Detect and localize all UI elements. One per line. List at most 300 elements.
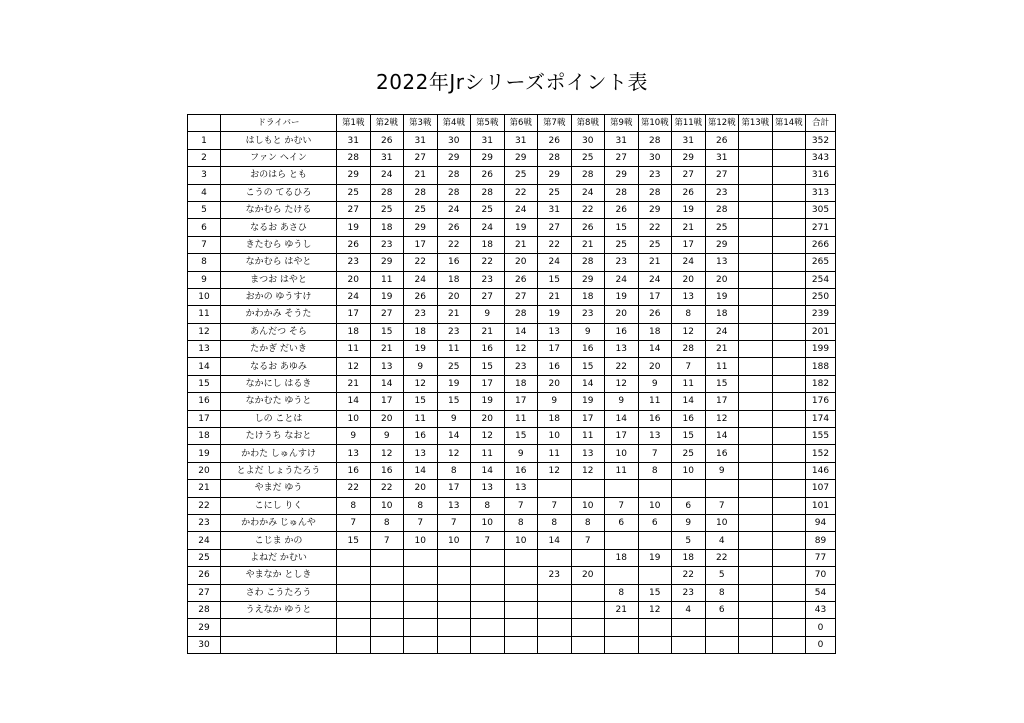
table-row — [188, 601, 836, 618]
total-points-cell: 250 — [806, 288, 836, 305]
race-points-cell: 28 — [571, 254, 605, 271]
race-points-cell: 19 — [605, 288, 639, 305]
race-points-cell — [739, 201, 773, 218]
race-points-cell: 22 — [404, 254, 438, 271]
race-points-cell — [571, 636, 605, 653]
total-points-cell: 89 — [806, 532, 836, 549]
driver-name-cell: なかむた ゆうと — [221, 393, 337, 410]
race-points-cell: 14 — [437, 428, 471, 445]
race-points-cell — [337, 584, 371, 601]
race-points-cell: 29 — [705, 236, 739, 253]
race-points-cell — [739, 532, 773, 549]
race-points-cell: 21 — [538, 288, 572, 305]
race-points-cell — [772, 236, 806, 253]
race-points-cell — [571, 619, 605, 636]
race-points-cell: 11 — [638, 393, 672, 410]
race-points-cell: 10 — [471, 514, 505, 531]
race-points-cell: 7 — [370, 532, 404, 549]
race-points-cell: 17 — [571, 410, 605, 427]
race-points-cell: 14 — [404, 462, 438, 479]
total-points-cell: 352 — [806, 132, 836, 149]
table-row — [188, 462, 836, 479]
race-points-cell — [337, 619, 371, 636]
race-points-cell: 29 — [605, 167, 639, 184]
total-points-cell: 0 — [806, 619, 836, 636]
total-points-cell: 305 — [806, 201, 836, 218]
race-points-cell: 11 — [471, 445, 505, 462]
header-race: 第9戦 — [605, 115, 639, 132]
race-points-cell — [772, 132, 806, 149]
header-race: 第5戦 — [471, 115, 505, 132]
table-row — [188, 549, 836, 566]
race-points-cell: 9 — [538, 393, 572, 410]
race-points-cell: 27 — [504, 288, 538, 305]
race-points-cell — [538, 636, 572, 653]
race-points-cell: 13 — [605, 341, 639, 358]
race-points-cell: 7 — [404, 514, 438, 531]
driver-name-cell: しの ことは — [221, 410, 337, 427]
total-points-cell: 265 — [806, 254, 836, 271]
race-points-cell: 29 — [538, 167, 572, 184]
race-points-cell: 12 — [337, 358, 371, 375]
rank-cell: 18 — [188, 428, 221, 445]
race-points-cell: 11 — [337, 341, 371, 358]
rank-cell: 8 — [188, 254, 221, 271]
race-points-cell: 16 — [504, 462, 538, 479]
race-points-cell: 25 — [638, 236, 672, 253]
race-points-cell: 28 — [638, 184, 672, 201]
race-points-cell: 26 — [404, 288, 438, 305]
race-points-cell — [437, 636, 471, 653]
race-points-cell: 23 — [672, 584, 706, 601]
race-points-cell: 22 — [504, 184, 538, 201]
race-points-cell: 31 — [705, 149, 739, 166]
rank-cell: 6 — [188, 219, 221, 236]
race-points-cell — [772, 288, 806, 305]
total-points-cell: 77 — [806, 549, 836, 566]
driver-name-cell: ファン ヘイン — [221, 149, 337, 166]
race-points-cell — [739, 462, 773, 479]
table-row — [188, 445, 836, 462]
race-points-cell — [370, 584, 404, 601]
rank-cell: 25 — [188, 549, 221, 566]
race-points-cell: 29 — [437, 149, 471, 166]
driver-name-cell: こじま かの — [221, 532, 337, 549]
race-points-cell: 14 — [638, 341, 672, 358]
race-points-cell: 16 — [471, 341, 505, 358]
race-points-cell: 10 — [705, 514, 739, 531]
race-points-cell — [538, 619, 572, 636]
rank-cell: 2 — [188, 149, 221, 166]
race-points-cell: 28 — [337, 149, 371, 166]
race-points-cell: 4 — [672, 601, 706, 618]
race-points-cell: 10 — [370, 497, 404, 514]
race-points-cell: 28 — [638, 132, 672, 149]
race-points-cell — [772, 358, 806, 375]
race-points-cell — [437, 549, 471, 566]
race-points-cell: 29 — [672, 149, 706, 166]
race-points-cell — [504, 549, 538, 566]
driver-name-cell: やまだ ゆう — [221, 480, 337, 497]
race-points-cell — [772, 306, 806, 323]
race-points-cell: 16 — [638, 410, 672, 427]
race-points-cell: 12 — [504, 341, 538, 358]
race-points-cell: 10 — [638, 497, 672, 514]
race-points-cell: 20 — [471, 410, 505, 427]
race-points-cell: 8 — [672, 306, 706, 323]
race-points-cell — [739, 636, 773, 653]
total-points-cell: 201 — [806, 323, 836, 340]
race-points-cell — [739, 219, 773, 236]
race-points-cell: 12 — [370, 445, 404, 462]
race-points-cell: 24 — [337, 288, 371, 305]
driver-name-cell: こうの てるひろ — [221, 184, 337, 201]
race-points-cell: 12 — [638, 601, 672, 618]
table-row — [188, 184, 836, 201]
race-points-cell — [571, 480, 605, 497]
race-points-cell — [772, 410, 806, 427]
table-row — [188, 271, 836, 288]
rank-cell: 22 — [188, 497, 221, 514]
race-points-cell: 24 — [672, 254, 706, 271]
header-race: 第13戦 — [739, 115, 773, 132]
race-points-cell: 10 — [538, 428, 572, 445]
rank-cell: 21 — [188, 480, 221, 497]
rank-cell: 16 — [188, 393, 221, 410]
table-row — [188, 428, 836, 445]
rank-cell: 10 — [188, 288, 221, 305]
race-points-cell: 19 — [538, 306, 572, 323]
table-row — [188, 410, 836, 427]
driver-name-cell: なるお あゆみ — [221, 358, 337, 375]
race-points-cell: 7 — [638, 445, 672, 462]
race-points-cell: 9 — [437, 410, 471, 427]
race-points-cell — [337, 567, 371, 584]
race-points-cell: 11 — [504, 410, 538, 427]
race-points-cell: 11 — [605, 462, 639, 479]
race-points-cell: 11 — [370, 271, 404, 288]
table-row — [188, 619, 836, 636]
race-points-cell: 23 — [571, 306, 605, 323]
race-points-cell: 29 — [370, 254, 404, 271]
rank-cell: 24 — [188, 532, 221, 549]
race-points-cell — [772, 532, 806, 549]
race-points-cell: 28 — [605, 184, 639, 201]
race-points-cell: 16 — [571, 341, 605, 358]
race-points-cell: 7 — [571, 532, 605, 549]
race-points-cell: 25 — [337, 184, 371, 201]
table-row — [188, 393, 836, 410]
header-race: 第10戦 — [638, 115, 672, 132]
race-points-cell: 23 — [370, 236, 404, 253]
race-points-cell: 27 — [370, 306, 404, 323]
table-row — [188, 254, 836, 271]
race-points-cell: 13 — [705, 254, 739, 271]
race-points-cell: 20 — [672, 271, 706, 288]
race-points-cell: 26 — [672, 184, 706, 201]
race-points-cell — [772, 201, 806, 218]
race-points-cell: 31 — [504, 132, 538, 149]
race-points-cell: 17 — [404, 236, 438, 253]
race-points-cell: 29 — [404, 219, 438, 236]
race-points-cell: 24 — [370, 167, 404, 184]
race-points-cell: 18 — [404, 323, 438, 340]
table-row — [188, 288, 836, 305]
race-points-cell — [739, 132, 773, 149]
race-points-cell: 21 — [471, 323, 505, 340]
total-points-cell: 182 — [806, 375, 836, 392]
race-points-cell: 28 — [437, 184, 471, 201]
race-points-cell: 21 — [638, 254, 672, 271]
race-points-cell: 7 — [504, 497, 538, 514]
race-points-cell: 14 — [571, 375, 605, 392]
race-points-cell: 7 — [538, 497, 572, 514]
race-points-cell: 16 — [404, 428, 438, 445]
race-points-cell — [705, 636, 739, 653]
race-points-cell: 9 — [605, 393, 639, 410]
race-points-cell — [739, 619, 773, 636]
race-points-cell — [739, 549, 773, 566]
race-points-cell: 8 — [705, 584, 739, 601]
race-points-cell: 30 — [571, 132, 605, 149]
driver-name-cell: たけうち なおと — [221, 428, 337, 445]
rank-cell: 17 — [188, 410, 221, 427]
race-points-cell: 15 — [571, 358, 605, 375]
race-points-cell: 10 — [504, 532, 538, 549]
race-points-cell — [739, 480, 773, 497]
race-points-cell: 13 — [538, 323, 572, 340]
race-points-cell: 22 — [638, 219, 672, 236]
race-points-cell: 13 — [504, 480, 538, 497]
race-points-cell: 24 — [504, 201, 538, 218]
race-points-cell: 14 — [370, 375, 404, 392]
race-points-cell — [772, 184, 806, 201]
total-points-cell: 43 — [806, 601, 836, 618]
race-points-cell: 24 — [404, 271, 438, 288]
race-points-cell: 20 — [571, 567, 605, 584]
race-points-cell: 18 — [571, 288, 605, 305]
race-points-cell: 25 — [504, 167, 538, 184]
race-points-cell: 27 — [705, 167, 739, 184]
race-points-cell: 31 — [672, 132, 706, 149]
race-points-cell — [437, 601, 471, 618]
race-points-cell: 6 — [672, 497, 706, 514]
race-points-cell: 16 — [605, 323, 639, 340]
rank-cell: 3 — [188, 167, 221, 184]
race-points-cell — [739, 167, 773, 184]
rank-cell: 5 — [188, 201, 221, 218]
race-points-cell: 16 — [370, 462, 404, 479]
race-points-cell — [672, 480, 706, 497]
total-points-cell: 188 — [806, 358, 836, 375]
driver-name-cell: なかにし はるき — [221, 375, 337, 392]
race-points-cell: 8 — [538, 514, 572, 531]
driver-name-cell: とよだ しょうたろう — [221, 462, 337, 479]
race-points-cell: 25 — [471, 201, 505, 218]
race-points-cell: 18 — [538, 410, 572, 427]
table-row — [188, 132, 836, 149]
race-points-cell — [739, 341, 773, 358]
race-points-cell: 14 — [538, 532, 572, 549]
race-points-cell — [504, 584, 538, 601]
race-points-cell: 8 — [504, 514, 538, 531]
race-points-cell: 27 — [337, 201, 371, 218]
race-points-cell — [404, 601, 438, 618]
race-points-cell: 27 — [471, 288, 505, 305]
race-points-cell — [605, 619, 639, 636]
race-points-cell: 19 — [471, 393, 505, 410]
race-points-cell: 9 — [672, 514, 706, 531]
race-points-cell: 9 — [638, 375, 672, 392]
race-points-cell — [370, 636, 404, 653]
race-points-cell: 25 — [437, 358, 471, 375]
race-points-cell — [772, 636, 806, 653]
race-points-cell: 28 — [504, 306, 538, 323]
header-race: 第3戦 — [404, 115, 438, 132]
race-points-cell: 28 — [370, 184, 404, 201]
total-points-cell: 343 — [806, 149, 836, 166]
race-points-cell: 26 — [571, 219, 605, 236]
race-points-cell: 17 — [504, 393, 538, 410]
table-row — [188, 532, 836, 549]
race-points-cell — [370, 601, 404, 618]
race-points-cell: 23 — [638, 167, 672, 184]
race-points-cell: 19 — [404, 341, 438, 358]
race-points-cell: 24 — [638, 271, 672, 288]
race-points-cell: 20 — [605, 306, 639, 323]
race-points-cell — [404, 636, 438, 653]
race-points-cell — [471, 619, 505, 636]
race-points-cell — [705, 619, 739, 636]
race-points-cell: 31 — [471, 132, 505, 149]
race-points-cell — [370, 619, 404, 636]
race-points-cell: 18 — [471, 236, 505, 253]
race-points-cell: 8 — [571, 514, 605, 531]
race-points-cell: 25 — [370, 201, 404, 218]
total-points-cell: 107 — [806, 480, 836, 497]
race-points-cell: 16 — [705, 445, 739, 462]
race-points-cell: 10 — [571, 497, 605, 514]
table-row — [188, 584, 836, 601]
race-points-cell: 19 — [672, 201, 706, 218]
rank-cell: 20 — [188, 462, 221, 479]
header-race: 第14戦 — [772, 115, 806, 132]
race-points-cell — [638, 636, 672, 653]
race-points-cell — [471, 601, 505, 618]
race-points-cell — [672, 619, 706, 636]
race-points-cell: 22 — [605, 358, 639, 375]
table-body — [188, 132, 836, 654]
race-points-cell: 8 — [437, 462, 471, 479]
race-points-cell: 9 — [571, 323, 605, 340]
driver-name-cell: はしもと かむい — [221, 132, 337, 149]
race-points-cell: 20 — [370, 410, 404, 427]
race-points-cell: 18 — [605, 549, 639, 566]
race-points-cell: 21 — [705, 341, 739, 358]
race-points-cell: 11 — [538, 445, 572, 462]
rank-cell: 26 — [188, 567, 221, 584]
race-points-cell — [605, 532, 639, 549]
race-points-cell — [739, 375, 773, 392]
race-points-cell — [337, 636, 371, 653]
race-points-cell: 8 — [370, 514, 404, 531]
race-points-cell: 17 — [672, 236, 706, 253]
table-row — [188, 514, 836, 531]
race-points-cell: 10 — [672, 462, 706, 479]
table-row — [188, 219, 836, 236]
race-points-cell — [739, 445, 773, 462]
race-points-cell — [739, 514, 773, 531]
total-points-cell: 94 — [806, 514, 836, 531]
race-points-cell: 14 — [337, 393, 371, 410]
race-points-cell: 20 — [404, 480, 438, 497]
total-points-cell: 0 — [806, 636, 836, 653]
race-points-cell — [705, 480, 739, 497]
rank-cell: 1 — [188, 132, 221, 149]
race-points-cell — [370, 567, 404, 584]
race-points-cell — [538, 584, 572, 601]
driver-name-cell: かわかみ じゅんや — [221, 514, 337, 531]
race-points-cell: 26 — [471, 167, 505, 184]
race-points-cell: 20 — [538, 375, 572, 392]
race-points-cell — [638, 532, 672, 549]
race-points-cell: 18 — [337, 323, 371, 340]
race-points-cell: 29 — [504, 149, 538, 166]
rank-cell: 14 — [188, 358, 221, 375]
race-points-cell — [638, 619, 672, 636]
race-points-cell — [504, 601, 538, 618]
race-points-cell: 31 — [605, 132, 639, 149]
table-row — [188, 567, 836, 584]
race-points-cell: 10 — [337, 410, 371, 427]
table-row — [188, 375, 836, 392]
race-points-cell — [739, 567, 773, 584]
race-points-cell: 22 — [538, 236, 572, 253]
race-points-cell: 27 — [538, 219, 572, 236]
race-points-cell: 10 — [404, 532, 438, 549]
table-row — [188, 236, 836, 253]
race-points-cell: 5 — [672, 532, 706, 549]
race-points-cell: 31 — [370, 149, 404, 166]
race-points-cell — [772, 271, 806, 288]
total-points-cell: 313 — [806, 184, 836, 201]
race-points-cell: 28 — [705, 201, 739, 218]
race-points-cell: 23 — [605, 254, 639, 271]
race-points-cell: 13 — [370, 358, 404, 375]
header-row — [188, 115, 836, 132]
race-points-cell: 8 — [638, 462, 672, 479]
driver-name-cell — [221, 619, 337, 636]
driver-name-cell: きたむら ゆうし — [221, 236, 337, 253]
driver-name-cell: よねだ かむい — [221, 549, 337, 566]
race-points-cell: 26 — [370, 132, 404, 149]
race-points-cell: 29 — [337, 167, 371, 184]
total-points-cell: 54 — [806, 584, 836, 601]
race-points-cell: 20 — [705, 271, 739, 288]
total-points-cell: 146 — [806, 462, 836, 479]
race-points-cell: 20 — [437, 288, 471, 305]
race-points-cell — [772, 149, 806, 166]
driver-name-cell: かわた しゅんすけ — [221, 445, 337, 462]
race-points-cell: 13 — [437, 497, 471, 514]
race-points-cell — [772, 341, 806, 358]
race-points-cell — [739, 601, 773, 618]
race-points-cell — [772, 462, 806, 479]
race-points-cell: 18 — [672, 549, 706, 566]
race-points-cell: 15 — [370, 323, 404, 340]
race-points-cell: 11 — [672, 375, 706, 392]
race-points-cell: 6 — [605, 514, 639, 531]
